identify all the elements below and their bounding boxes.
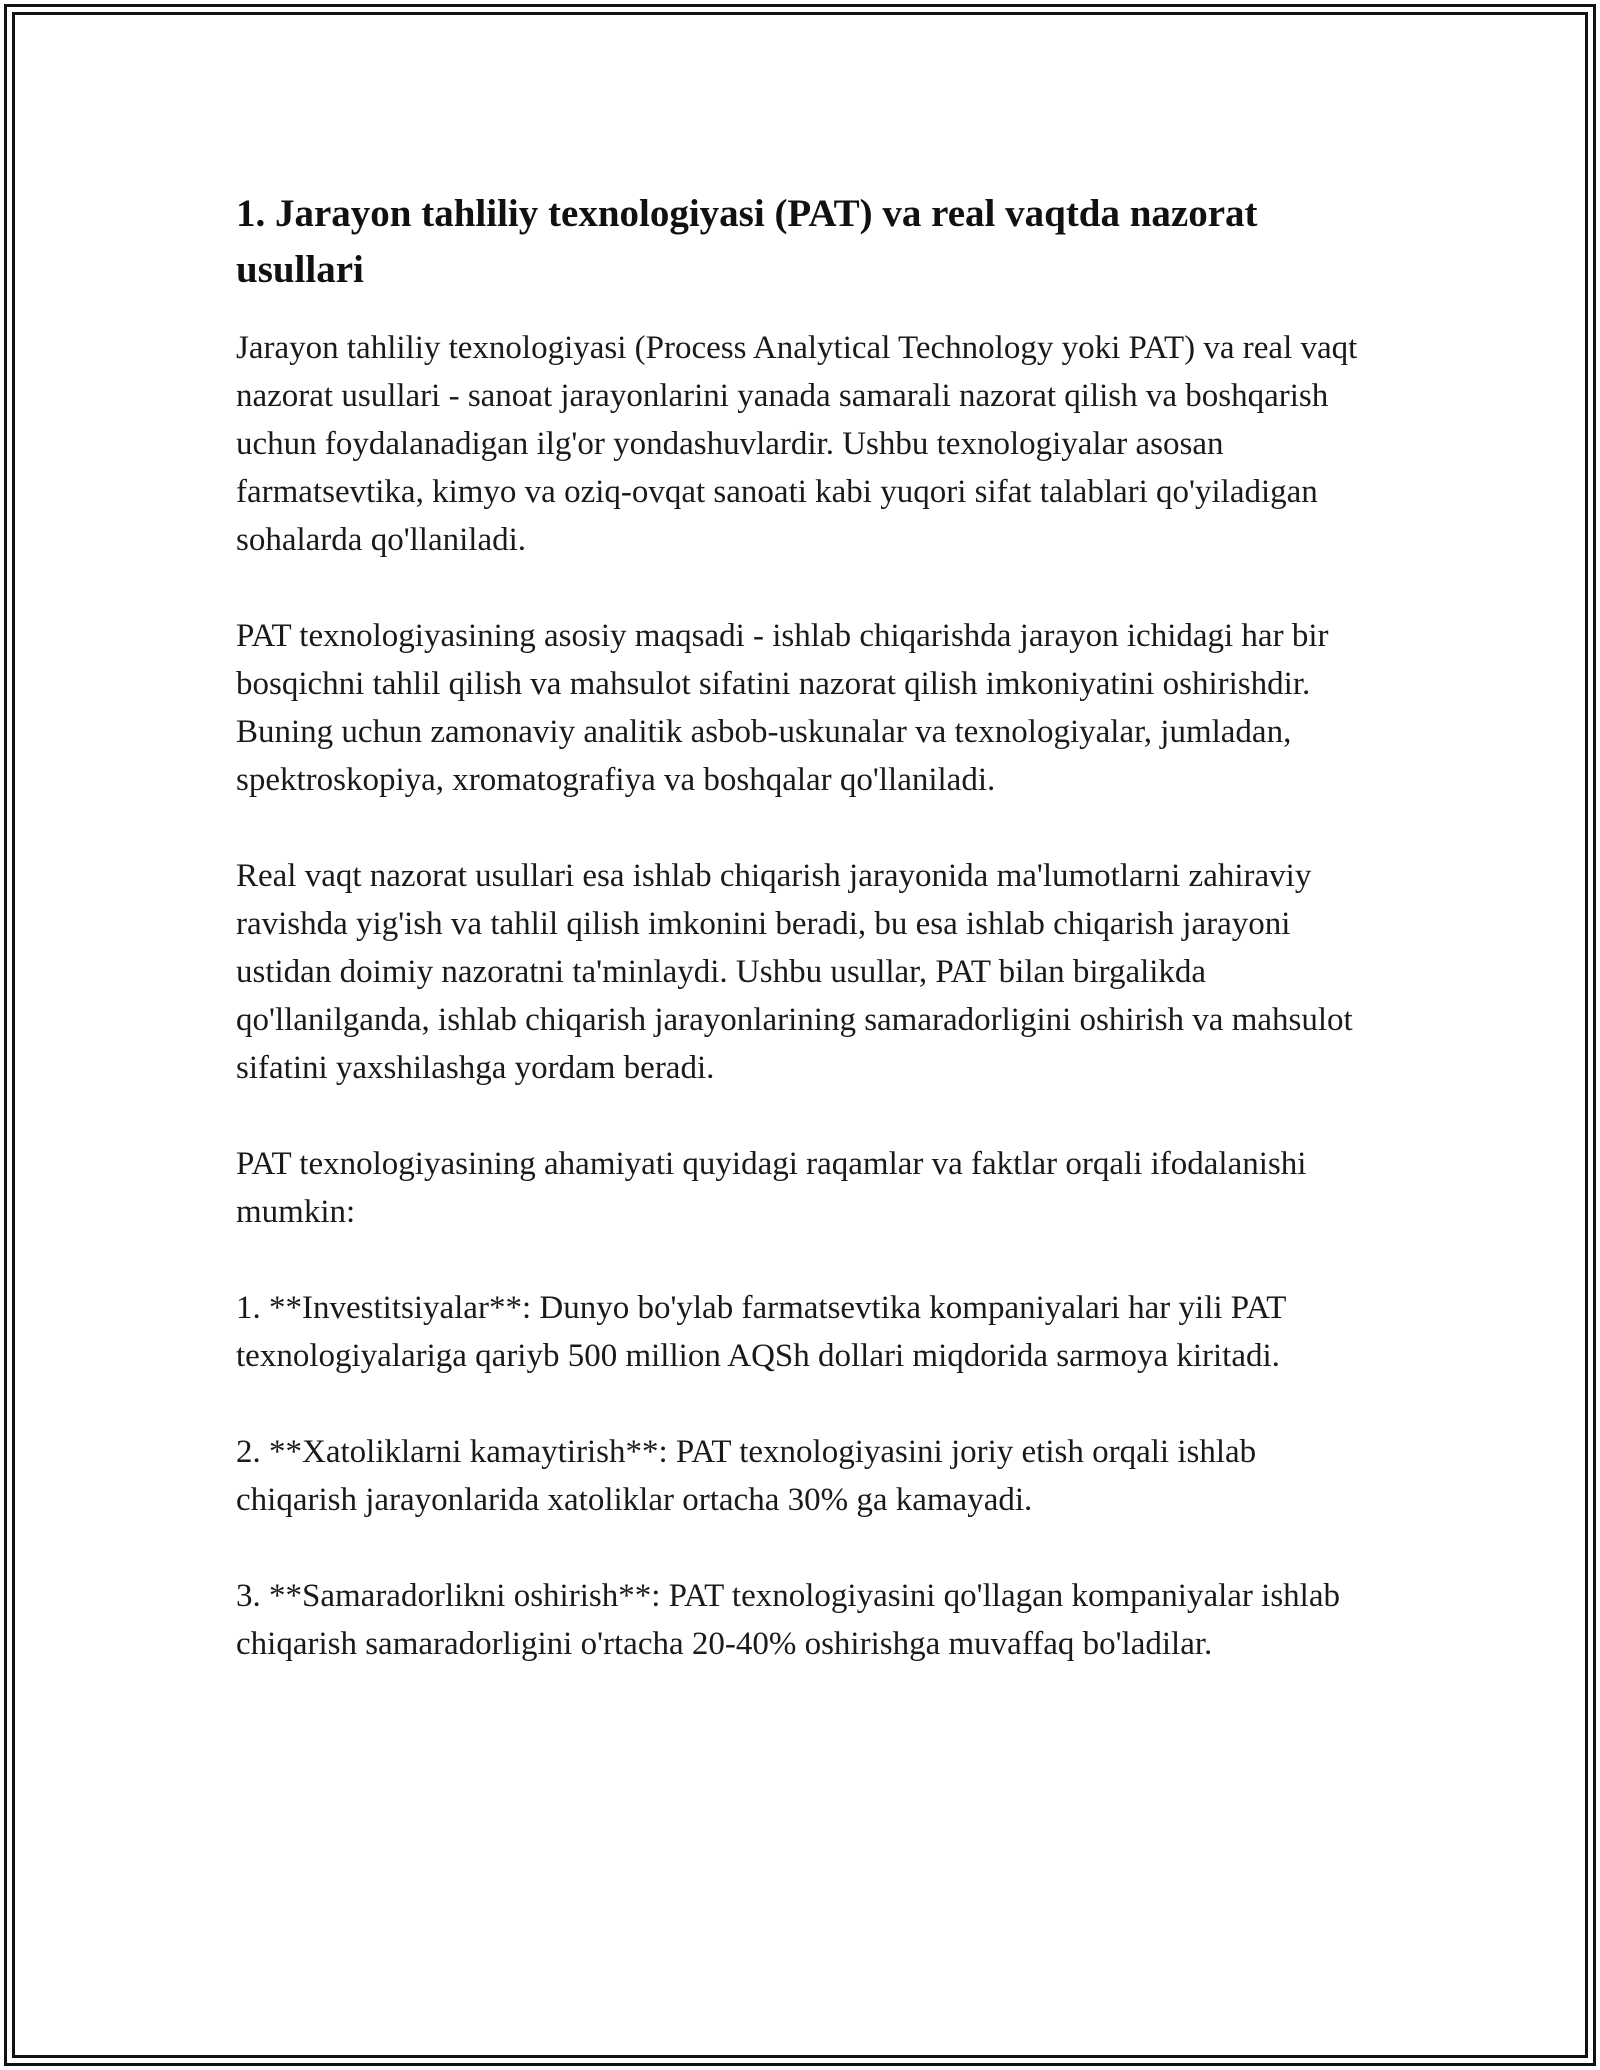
- list-item-efficiency: 3. **Samaradorlikni oshirish**: PAT texnologiyasini qo'llagan kompaniyalar ishlab chiqarish samaradorligini o'rtacha 20-40% oshirishga muvaffaq bo'ladilar.: [236, 1578, 1341, 1662]
- document-body: [236, 186, 1366, 1668]
- paragraph-importance: PAT texnologiyasining ahamiyati quyidagi raqamlar va faktlar orqali ifodalanishi mumkin:: [236, 1146, 1307, 1230]
- paragraph-realtime-control: Real vaqt nazorat usullari esa ishlab chiqarish jarayonida ma'lumotlarni zahiraviy ravishda yig'ish va tahlil qilish imkonini beradi, bu esa ishlab chiqarish jarayoni ustidan doimiy nazoratni ta'minlaydi. Ushbu usullar, PAT bilan birgalikda qo'llanilganda, ishlab chiqarish jarayonlarining samaradorligini oshirish va mahsulot sifatini yaxshilashga yordam beradi.: [236, 858, 1353, 1086]
- paragraph-pat-goal: PAT texnologiyasining asosiy maqsadi - ishlab chiqarishda jarayon ichidagi har bir bosqichni tahlil qilish va mahsulot sifatini nazorat qilish imkoniyatini oshirishdir. Buning uchun zamonaviy analitik asbob-uskunalar va texnologiyalar, jumladan, spektroskopiya, xromatografiya va boshqalar qo'llaniladi.: [236, 618, 1329, 798]
- list-item-investments: 1. **Investitsiyalar**: Dunyo bo'ylab farmatsevtika kompaniyalari har yili PAT texnologiyalariga qariyb 500 million AQSh dollari miqdorida sarmoya kiritadi.: [236, 1290, 1286, 1374]
- section-heading: 1. Jarayon tahliliy texnologiyasi (PAT) va real vaqtda nazorat usullari: [236, 192, 1258, 291]
- list-item-error-reduction: 2. **Xatoliklarni kamaytirish**: PAT texnologiyasini joriy etish orqali ishlab chiqarish jarayonlarida xatoliklar ortacha 30% ga kamayadi.: [236, 1434, 1257, 1518]
- paragraph-intro: Jarayon tahliliy texnologiyasi (Process Analytical Technology yoki PAT) va real vaqt nazorat usullari - sanoat jarayonlarini yanada samarali nazorat qilish va boshqarish uchun foydalanadigan ilg'or yondashuvlardir. Ushbu texnologiyalar asosan farmatsevtika, kimyo va oziq-ovqat sanoati kabi yuqori sifat talablari qo'yiladigan sohalarda qo'llaniladi.: [236, 330, 1358, 558]
